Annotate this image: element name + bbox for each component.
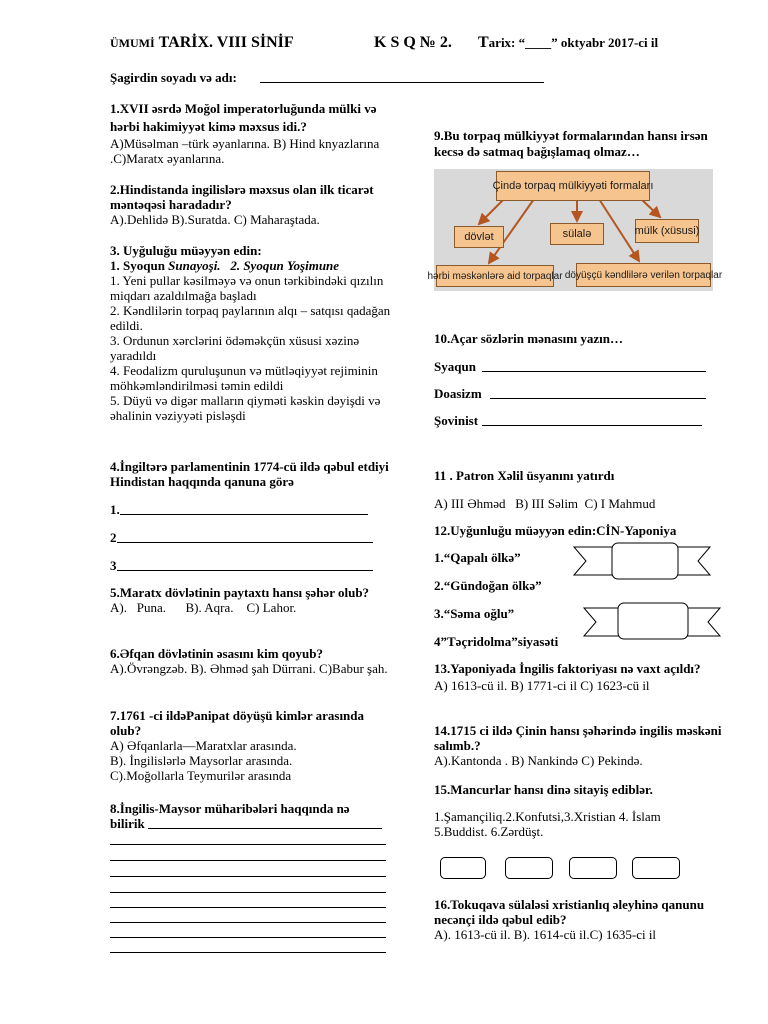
q7-answer: B). İngilislərlə Maysorlar arasında. (110, 753, 293, 768)
question-7 (110, 708, 392, 783)
q8-answer-line[interactable] (110, 892, 386, 893)
answer-ribbon-1[interactable] (572, 539, 712, 583)
q10-answer-line-1[interactable] (482, 371, 706, 372)
q9-text: 9.Bu torpaq mülkiyyət formalarından hansı irsən kecsə də satmaq bağışlamaq olmaz… (434, 128, 708, 159)
q15-answer-box-4[interactable] (632, 857, 680, 879)
student-name-field[interactable] (260, 82, 544, 83)
q15-options-2: 5.Buddist. 6.Zərdüşt. (434, 824, 544, 839)
page-header (110, 34, 294, 52)
q7-answer: C).Moğollarla Teymurilər arasında (110, 768, 292, 783)
q8-text-2: bilirik (110, 816, 145, 831)
question-13 (434, 661, 724, 693)
q8-answer-line[interactable] (110, 922, 386, 923)
question-5 (110, 585, 392, 615)
q3-pair-2-label: 2. Syoqun (230, 258, 284, 273)
question-3 (110, 243, 392, 423)
q5-text: 5.Maratx dövlətinin paytaxtı hansı şəhər olub? (110, 585, 370, 600)
q7-answer: A) Əfqanlarla—Maratxlar arasında. (110, 738, 297, 753)
q15-text: 15.Mancurlar hansı dinə sitayiş ediblər. (434, 782, 653, 797)
q3-pairs (110, 258, 392, 273)
question-2 (110, 182, 392, 227)
question-4 (110, 459, 392, 489)
land-ownership-diagram (427, 169, 723, 291)
q10-text: 10.Açar sözlərin mənasını yazın… (434, 331, 623, 346)
header-date-initial: T (478, 34, 489, 51)
q8-answer-line[interactable] (110, 844, 386, 845)
q15-answer-box-1[interactable] (440, 857, 486, 879)
q3-pair-2-name: Yoşimune (287, 258, 340, 273)
q15-options-1: 1.Şamançiliq.2.Konfutsi,3.Xristian 4. İslam (434, 809, 661, 824)
q10-term-sovinist: Şovinist (434, 413, 479, 428)
q4-answer-line-1[interactable] (120, 514, 368, 515)
arrow-to-dovlet (479, 197, 506, 224)
q2-text: 2.Hindistanda ingilislərə məxsus olan ilk ticarət məntəqəsi haradadır? (110, 182, 374, 212)
diagram-node-doyuscu: döyüşçü kəndlilərə verilən torpaqlar (576, 263, 711, 287)
q10-term-syaqun: Syaqun (434, 359, 476, 374)
q3-item: 4. Feodalizm quruluşunun və mütləqiyyət rejiminin möhkəmləndirilməsi təmin edildi (110, 363, 378, 393)
q11-text: 11 . Patron Xəlil üsyanını yatırdı (434, 468, 615, 483)
q3-item: 2. Kəndlilərin torpaq paylarının alqı – satqısı qadağan edildi. (110, 303, 391, 333)
header-title: TARİX. VIII SİNİF (158, 34, 294, 51)
q12-item: 4”Təçridolma”siyasəti (434, 634, 559, 649)
q6-answers: A).Övrəngzəb. B). Əhməd şah Dürrani. C)Babur şah. (110, 661, 388, 676)
q6-text: 6.Əfqan dövlətinin əsasını kim qoyub? (110, 646, 323, 661)
question-14 (434, 723, 724, 768)
answer-ribbon-2[interactable] (582, 600, 722, 644)
diagram-node-mulk: mülk (xüsusi) (635, 219, 699, 243)
q3-pair-1-label: 1. Syoqun (110, 258, 165, 273)
q14-answers: A).Kantonda . B) Nankində C) Pekində. (434, 753, 643, 768)
q8-answer-line[interactable] (110, 937, 386, 938)
q15-answer-box-3[interactable] (569, 857, 617, 879)
header-date-text: arix: “____” oktyabr 2017-ci il (488, 35, 659, 50)
q3-item: 1. Yeni pullar kəsilməyə və onun tərkibindəki qızılın miqdarı azaldılmağa başladı (110, 273, 384, 303)
q4-line-label-1: 1. (110, 502, 120, 517)
q8-answer-line[interactable] (148, 828, 382, 829)
q4-line-label-2: 2 (110, 530, 117, 545)
q7-text: 7.1761 -ci ildəPanipat döyüşü kimlər arasında olub? (110, 708, 365, 738)
q13-text: 13.Yaponiyada İngilis faktoriyası nə vaxt açıldı? (434, 661, 701, 676)
header-ksq: K S Q № 2. (374, 34, 452, 51)
diagram-node-dovlet: dövlət (454, 226, 504, 248)
q16-answers: A). 1613-cü il. B). 1614-cü il.C) 1635-ci il (434, 927, 657, 942)
arrow-to-doyuscu (599, 199, 639, 261)
q10-term-doasizm: Doasizm (434, 386, 482, 401)
q14-text: 14.1715 ci ildə Çinin hansı şəhərində ingilis məskəni salımb.? (434, 723, 722, 753)
header-prefix: ÜMUMİ (110, 36, 155, 50)
q3-pair-1-name: Sunayoşi. (168, 258, 221, 273)
q8-answer-line[interactable] (110, 907, 386, 908)
q5-answers: A). Puna. B). Aqra. C) Lahor. (110, 600, 297, 615)
q11-answers: A) III Əhməd B) III Səlim C) I Mahmud (434, 496, 656, 511)
diagram-node-sulale: sülalə (550, 223, 604, 245)
q8-text: 8.İngilis-Maysor müharibələri haqqında nə (110, 801, 350, 816)
question-6 (110, 646, 392, 676)
q4-line-label-3: 3 (110, 558, 117, 573)
q12-text: 12.Uyğunluğu müəyyən edin:CİN-Yaponiya (434, 523, 677, 538)
q16-text: 16.Tokuqava sülaləsi xristianlıq əleyhinə qanunu necənçi ildə qəbul edib? (434, 897, 705, 927)
diagram-root-node: Çində torpaq mülkiyyəti formaları (496, 171, 650, 201)
q1-answers: A)Müsəlman –türk əyanlarına. B) Hind knyazlarına .C)Maratx əyanlarına. (110, 136, 380, 166)
q15-answer-box-2[interactable] (505, 857, 553, 879)
q4-text: 4.İngiltərə parlamentinin 1774-cü ildə qəbul etdiyi Hindistan haqqında qanuna görə (110, 459, 389, 489)
diagram-node-herbi: hərbi məskənlərə aid torpaqlar (436, 265, 554, 287)
q8-answer-line[interactable] (110, 860, 386, 861)
q1-text: 1.XVII əsrdə Moğol imperatorluğunda mülki və hərbi hakimiyyət kimə məxsus idi.? (110, 101, 377, 134)
header-date (478, 34, 658, 52)
q3-item: 3. Ordunun xərclərini ödəməkçün xüsusi xəzinə yaradıldı (110, 333, 360, 363)
q12-item: 3.“Səma oğlu” (434, 606, 515, 621)
q12-item: 1.“Qapalı ölkə” (434, 550, 521, 565)
question-1 (110, 100, 392, 166)
q4-answer-line-3[interactable] (117, 570, 373, 571)
q3-item: 5. Düyü və digər malların qiyməti kəskin dəyişdi və əhalinin vəziyyəti pisləşdi (110, 393, 381, 423)
q4-answer-line-2[interactable] (117, 542, 373, 543)
student-name-label: Şagirdin soyadı və adı: (110, 70, 237, 85)
q10-answer-line-3[interactable] (482, 425, 702, 426)
q2-answers: A).Dehlidə B).Suratda. C) Maharaştada. (110, 212, 320, 227)
q12-item: 2.“Gündoğan ölkə” (434, 578, 542, 593)
q13-answers: A) 1613-cü il. B) 1771-ci il C) 1623-cü il (434, 678, 650, 693)
q10-answer-line-2[interactable] (490, 398, 706, 399)
q8-answer-line[interactable] (110, 876, 386, 877)
question-16 (434, 897, 724, 942)
q3-text: 3. Uyğuluğu müəyyən edin: (110, 243, 262, 258)
q8-answer-line[interactable] (110, 952, 386, 953)
